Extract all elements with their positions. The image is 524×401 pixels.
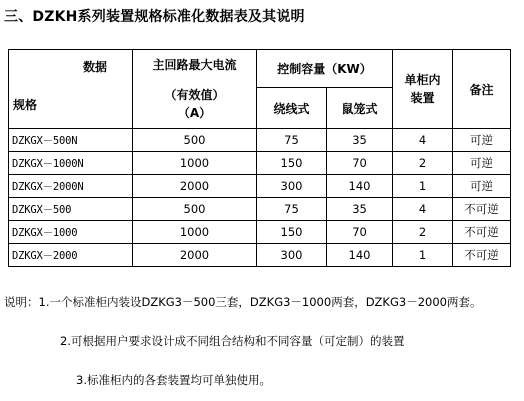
units-header-cell <box>393 50 453 129</box>
corner-bottom-label: 规格 <box>13 98 38 112</box>
model-cell: DZKGX－2000 <box>9 244 133 267</box>
note-3: 3.标准柜内的各套装置均可单独使用。 <box>76 373 271 387</box>
note-2: 2.可根据用户要求设计成不同组合结构和不同容量（可定制）的装置 <box>60 334 405 348</box>
units-header-line1: 单柜内 <box>404 73 441 87</box>
capacity-header-cell: 控制容量（KW） <box>257 50 393 88</box>
squirrel-power-cell: 140 <box>327 175 393 198</box>
remark-cell: 可逆 <box>453 129 511 152</box>
corner-header-cell <box>9 50 133 129</box>
squirrel-header-cell: 鼠笼式 <box>327 88 393 129</box>
current-cell: 2000 <box>133 175 257 198</box>
units-cell: 4 <box>393 129 453 152</box>
wound-power-cell: 75 <box>257 198 327 221</box>
units-cell: 1 <box>393 175 453 198</box>
table-row <box>9 198 511 221</box>
table-row <box>9 244 511 267</box>
note-1: 说明：1.一个标准柜内装设DZKG3－500三套，DZKG3－1000两套，DZKG3－2000两套。 <box>4 295 482 309</box>
current-cell: 1000 <box>133 152 257 175</box>
squirrel-power-cell: 70 <box>327 152 393 175</box>
remark-cell: 不可逆 <box>453 244 511 267</box>
wound-power-cell: 150 <box>257 152 327 175</box>
units-cell: 2 <box>393 152 453 175</box>
remark-header-cell: 备注 <box>453 50 511 129</box>
units-cell: 4 <box>393 198 453 221</box>
model-cell: DZKGX－2000N <box>9 175 133 198</box>
corner-top-label: 数据 <box>83 60 108 74</box>
remark-cell: 可逆 <box>453 175 511 198</box>
remark-cell: 不可逆 <box>453 221 511 244</box>
units-cell: 2 <box>393 221 453 244</box>
table-row <box>9 152 511 175</box>
model-cell: DZKGX－1000N <box>9 152 133 175</box>
table-row <box>9 175 511 198</box>
wound-power-cell: 75 <box>257 129 327 152</box>
wound-power-cell: 150 <box>257 221 327 244</box>
remark-cell: 可逆 <box>453 152 511 175</box>
current-header-line3: （A） <box>177 106 212 120</box>
header-row-1 <box>9 50 511 88</box>
remark-cell: 不可逆 <box>453 198 511 221</box>
current-header-line2: （有效值） <box>164 88 225 102</box>
table-row <box>9 129 511 152</box>
model-cell: DZKGX－500N <box>9 129 133 152</box>
squirrel-power-cell: 140 <box>327 244 393 267</box>
current-cell: 2000 <box>133 244 257 267</box>
current-header-cell <box>133 50 257 129</box>
units-header-line2: 装置 <box>410 91 435 105</box>
units-cell: 1 <box>393 244 453 267</box>
wound-power-cell: 300 <box>257 244 327 267</box>
model-cell: DZKGX－500 <box>9 198 133 221</box>
table-row <box>9 221 511 244</box>
model-cell: DZKGX－1000 <box>9 221 133 244</box>
spec-table <box>8 49 511 267</box>
current-cell: 500 <box>133 129 257 152</box>
wound-header-cell: 绕线式 <box>257 88 327 129</box>
current-cell: 500 <box>133 198 257 221</box>
wound-power-cell: 300 <box>257 175 327 198</box>
section-heading: 三、DZKH系列装置规格标准化数据表及其说明 <box>4 9 305 25</box>
current-header-line1: 主回路最大电流 <box>152 58 237 72</box>
squirrel-power-cell: 35 <box>327 198 393 221</box>
current-cell: 1000 <box>133 221 257 244</box>
squirrel-power-cell: 70 <box>327 221 393 244</box>
table-body <box>9 129 511 267</box>
squirrel-power-cell: 35 <box>327 129 393 152</box>
